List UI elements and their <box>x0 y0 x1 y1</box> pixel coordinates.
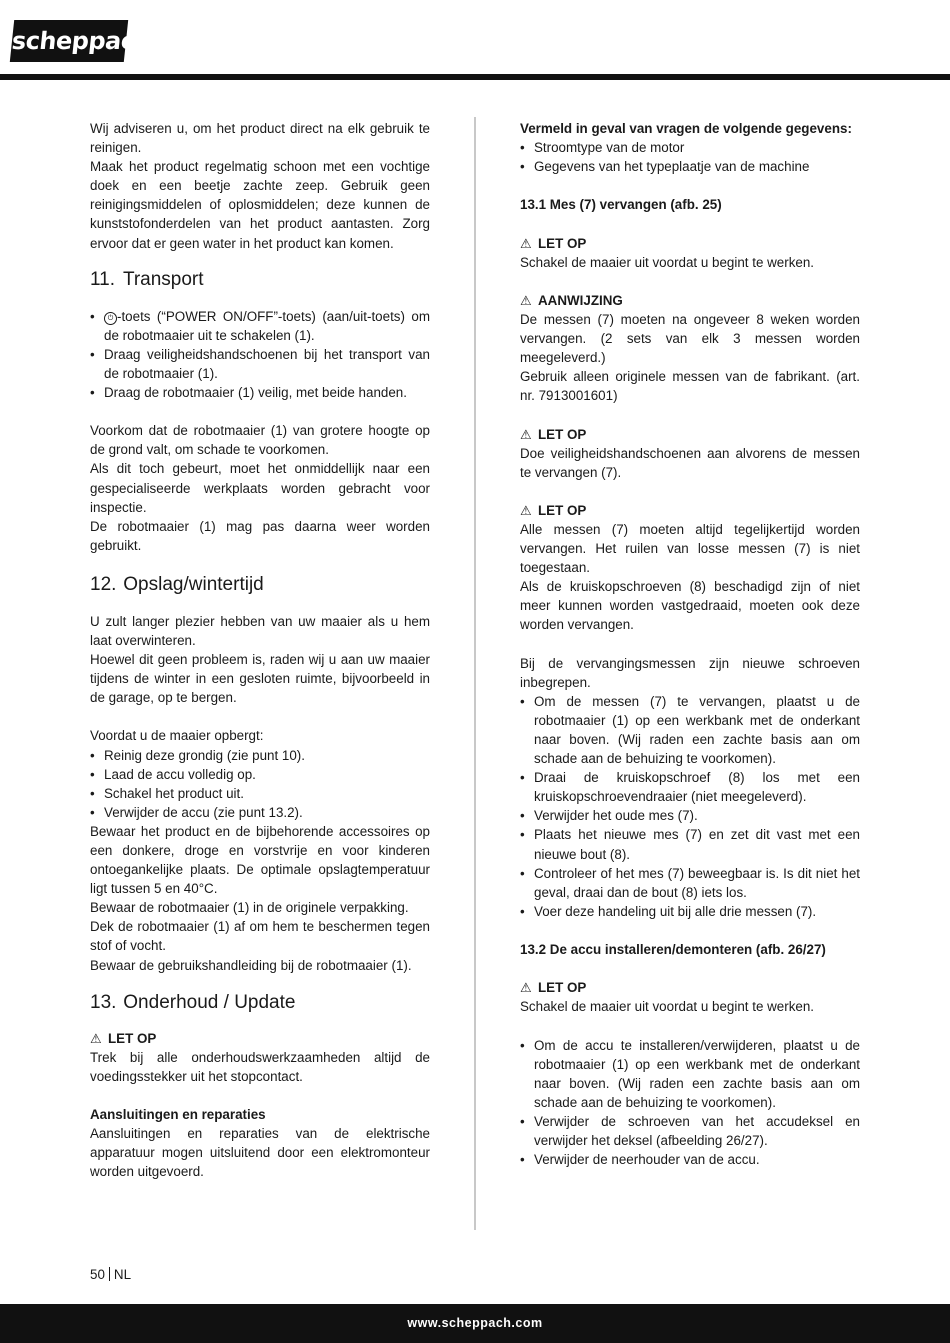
intro-text-2: Maak het product regelmatig schoon met een vochtige doek en een beetje zachte zeep. Gebruik geen reinigingsmiddelen of oplosmiddelen; deze kunnen de kunststofonderdelen van het product aantasten. Zorg ervoor dat er geen water in het product kan komen. <box>90 159 430 251</box>
list-item: • Verwijder de neerhouder van de accu. <box>520 1150 860 1169</box>
warning-icon: ⚠ <box>520 426 532 442</box>
intro-text: Wij adviseren u, om het product direct na elk gebruik te reinigen. <box>90 121 430 156</box>
power-button-icon: ⏻ <box>104 312 117 325</box>
list-item: • Voer deze handeling uit bij alle drie messen (7). <box>520 902 860 921</box>
list-item: • Verwijder de schroeven van het accudeksel en verwijder het deksel (afbeelding 26/27). <box>520 1112 860 1150</box>
battery-steps-list <box>520 1036 860 1170</box>
warning-icon: ⚠ <box>90 1030 102 1046</box>
paragraph: Als dit toch gebeurt, moet het onmiddellijk naar een gespecialiseerde werkplaats worden gebracht voor inspectie. <box>90 461 430 515</box>
warning-heading: ⚠ LET OP <box>520 425 860 444</box>
header-rule <box>0 74 950 80</box>
storage-list <box>90 746 430 822</box>
paragraph: U zult langer plezier hebben van uw maaier als u hem laat overwinteren. <box>90 613 430 648</box>
subsection-title-13-1: 13.1 Mes (7) vervangen (afb. 25) <box>520 197 722 213</box>
paragraph: De robotmaaier (1) mag pas daarna weer worden gebruikt. <box>90 518 430 553</box>
list-item: • Om de accu te installeren/verwijderen, plaatst u de robotmaaier (1) op een werkbank met de onderkant naar boven. (Wij raden een zachte basis aan om schade aan de behuizing te voorkomen). <box>520 1036 860 1112</box>
section-title-transport <box>90 268 430 292</box>
paragraph: Bewaar de robotmaaier (1) in de originele verpakking. <box>90 900 409 916</box>
warning-icon: ⚠ <box>520 980 532 996</box>
website-bar <box>0 1304 950 1343</box>
list-item: • Schakel het product uit. <box>90 784 430 803</box>
list-item: • ⏻ -toets (“POWER ON/OFF”-toets) (aan/uit-toets) om de robotmaaier uit te schakelen (1). <box>90 307 430 345</box>
transport-list <box>90 307 430 402</box>
paragraph: Voorkom dat de robotmaaier (1) van grotere hoogte op de grond valt, om schade te voorkomen. <box>90 423 430 458</box>
paragraph: Voordat u de maaier opbergt: <box>90 728 264 744</box>
section-title-text: Opslag/wintertijd <box>123 573 264 595</box>
warning-icon: ⚠ <box>520 292 532 308</box>
paragraph: Dek de robotmaaier (1) af om hem te beschermen tegen stof of vocht. <box>90 919 430 954</box>
column-divider <box>474 117 476 1230</box>
paragraph: Bewaar de gebruikshandleiding bij de robotmaaier (1). <box>90 957 412 973</box>
warning-heading: ⚠ LET OP <box>90 1029 430 1048</box>
section-number: 12. <box>90 573 117 595</box>
warning-text: Trek bij alle onderhoudswerkzaamheden altijd de voedingsstekker uit het stopcontact. <box>90 1049 430 1084</box>
paragraph: Bewaar het product en de bijbehorende accessoires op een donkere, droge en vorstvrije en voor kinderen ontoegankelijke plaats. De optimale opslagtemperatuur ligt tussen 5 en 40°C. <box>90 823 430 897</box>
list-item: • Draai de kruiskopschroef (8) los met een kruiskopschroevendraaier (niet meegeleverd). <box>520 768 860 806</box>
list-item: • Controleer of het mes (7) beweegbaar is. Is dit niet het geval, draai dan de bout (8) iets los. <box>520 864 860 902</box>
left-column <box>90 119 430 1181</box>
footer-separator <box>109 1267 110 1281</box>
paragraph: Bij de vervangingsmessen zijn nieuwe schroeven inbegrepen. <box>520 655 860 690</box>
warning-text: Schakel de maaier uit voordat u begint te werken. <box>520 999 815 1015</box>
section-title-text: Onderhoud / Update <box>123 991 296 1013</box>
list-item: • Laad de accu volledig op. <box>90 765 430 784</box>
page-number: 50 <box>90 1267 105 1282</box>
warning-text: Als de kruiskopschroeven (8) beschadigd zijn of niet meer kunnen worden vastgedraaid, moeten ook deze worden vervangen. <box>520 579 860 633</box>
warning-heading: ⚠ LET OP <box>520 978 860 997</box>
warning-heading: ⚠ LET OP <box>520 234 860 253</box>
list-item: • Reinig deze grondig (zie punt 10). <box>90 746 430 765</box>
section-title-onderhoud <box>90 991 430 1015</box>
paragraph: Aansluitingen en reparaties van de elektrische apparatuur mogen uitsluitend door een elektromonteur worden uitgevoerd. <box>90 1126 430 1180</box>
list-item: • Plaats het nieuwe mes (7) en zet dit vast met een nieuwe bout (8). <box>520 825 860 863</box>
warning-text: Alle messen (7) moeten altijd tegelijkertijd worden vervangen. Het ruilen van losse messen (7) is niet toegestaan. <box>520 521 860 576</box>
list-item: • Verwijder de accu (zie punt 13.2). <box>90 803 430 822</box>
notice-text: De messen (7) moeten na ongeveer 8 weken worden vervangen. (2 sets van elk 3 messen worden meegeleverd.) <box>520 311 860 366</box>
subsection-title-13-2: 13.2 De accu installeren/demonteren (afb. 26/27) <box>520 942 826 958</box>
language-code: NL <box>113 1267 132 1282</box>
page-footer <box>90 1265 131 1284</box>
subheading: Aansluitingen en reparaties <box>90 1107 266 1123</box>
warning-text: Doe veiligheidshandschoenen aan alvorens de messen te vervangen (7). <box>520 445 860 480</box>
section-number: 13. <box>90 991 117 1013</box>
list-item: • Draag veiligheidshandschoenen bij het transport van de robotmaaier (1). <box>90 345 430 383</box>
warning-heading: ⚠ LET OP <box>520 501 860 520</box>
brand-logo: scheppach <box>10 20 128 62</box>
notice-text: Gebruik alleen originele messen van de fabrikant. (art. nr. 7913001601) <box>520 369 860 404</box>
warning-icon: ⚠ <box>520 502 532 518</box>
blade-steps-list <box>520 692 860 921</box>
list-item: • Gegevens van het typeplaatje van de machine <box>520 157 860 176</box>
list-item: • Stroomtype van de motor <box>520 138 860 157</box>
list-item: • Verwijder het oude mes (7). <box>520 806 860 825</box>
list-item: • Draag de robotmaaier (1) veilig, met beide handen. <box>90 383 430 402</box>
notice-heading: ⚠ AANWIJZING <box>520 291 860 310</box>
right-column <box>520 119 860 1169</box>
paragraph: Hoewel dit geen probleem is, raden wij u aan uw maaier tijdens de winter in een gesloten ruimte, bijvoorbeeld in de garage, op te bergen. <box>90 652 430 706</box>
questions-list <box>520 138 860 176</box>
list-item: • Om de messen (7) te vervangen, plaatst u de robotmaaier (1) op een werkbank met de onderkant naar boven. (Wij raden een zachte basis aan om schade aan de behuizing te voorkomen). <box>520 692 860 768</box>
warning-text: Schakel de maaier uit voordat u begint te werken. <box>520 254 815 270</box>
section-title-text: Transport <box>122 268 204 290</box>
warning-icon: ⚠ <box>520 235 532 251</box>
questions-heading: Vermeld in geval van vragen de volgende gegevens: <box>520 121 852 136</box>
section-title-opslag <box>90 573 430 597</box>
section-number: 11. <box>90 268 116 290</box>
website-link[interactable]: www.scheppach.com <box>407 1316 543 1330</box>
